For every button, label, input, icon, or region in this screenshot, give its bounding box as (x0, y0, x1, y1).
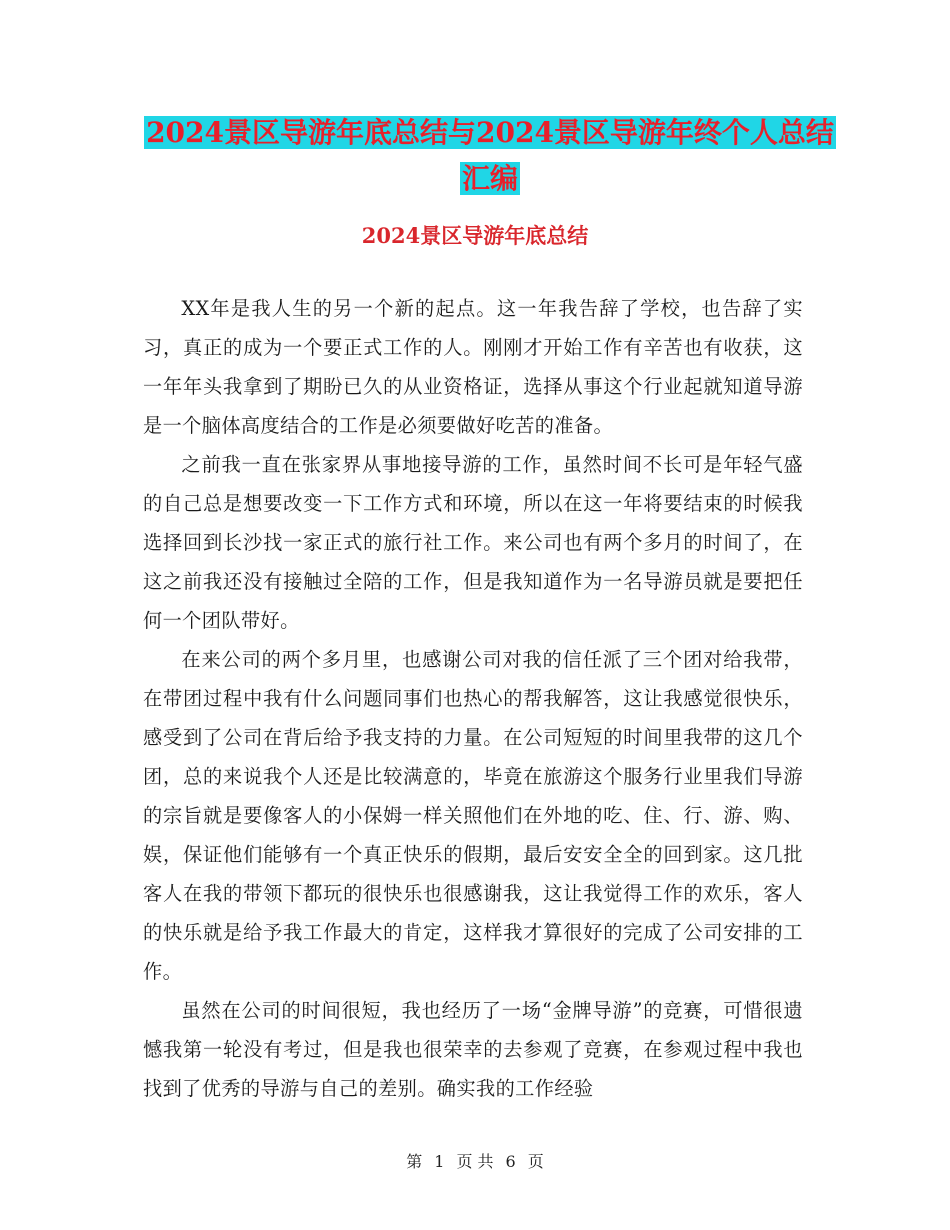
footer-total-pages: 6 (505, 1152, 516, 1171)
footer-page-number: 1 (434, 1152, 445, 1171)
document-title-line2: 汇编 (461, 162, 518, 195)
section-title: 2024景区导游年底总结 (361, 223, 589, 248)
paragraph-3: 在来公司的两个多月里，也感谢公司对我的信任派了三个团对给我带，在带团过程中我有什么问题同事们也热心的帮我解答，这让我感觉很快乐，感受到了公司在背后给予我支持的力量。在公司短短的时间里我带的这几个团，总的来说我个人还是比较满意的，毕竟在旅游这个服务行业里我们导游的宗旨就是要像客人的小保姆一样关照他们在外地的吃、住、行、游、购、娱，保证他们能够有一个真正快乐的假期，最后安安全全的回到家。这几批客人在我的带领下都玩的很快乐也很感谢我，这让我觉得工作的欢乐，客人的快乐就是给予我工作最大的肯定，这样我才算很好的完成了公司安排的工作。 (143, 648, 803, 983)
document-title-line1: 2024景区导游年底总结与2024景区导游年终个人总结 (146, 116, 834, 149)
document-title (140, 110, 840, 202)
paragraph-2: 之前我一直在张家界从事地接导游的工作，虽然时间不长可是年轻气盛的自己总是想要改变一下工作方式和环境，所以在这一年将要结束的时候我选择回到长沙找一家正式的旅行社工作。来公司也有两个多月的时间了，在这之前我还没有接触过全陪的工作，但是我知道作为一名导游员就是要把任何一个团队带好。 (143, 453, 803, 632)
paragraph-4: 虽然在公司的时间很短，我也经历了一场“金牌导游”的竞赛，可惜很遗憾我第一轮没有考过，但是我也很荣幸的去参观了竞赛，在参观过程中我也找到了优秀的导游与自己的差别。确实我的工作经验 (143, 999, 803, 1100)
paragraph-1: XX年是我人生的另一个新的起点。这一年我告辞了学校，也告辞了实习，真正的成为一个要正式工作的人。刚刚才开始工作有辛苦也有收获，这一年年头我拿到了期盼已久的从业资格证，选择从事这个行业起就知道导游是一个脑体高度结合的工作是必须要做好吃苦的准备。 (143, 297, 803, 437)
page-footer (0, 1150, 950, 1174)
document-body (143, 289, 803, 1108)
footer-prefix: 第 (406, 1152, 423, 1171)
footer-mid: 页 共 (456, 1152, 494, 1171)
footer-suffix: 页 (527, 1152, 544, 1171)
